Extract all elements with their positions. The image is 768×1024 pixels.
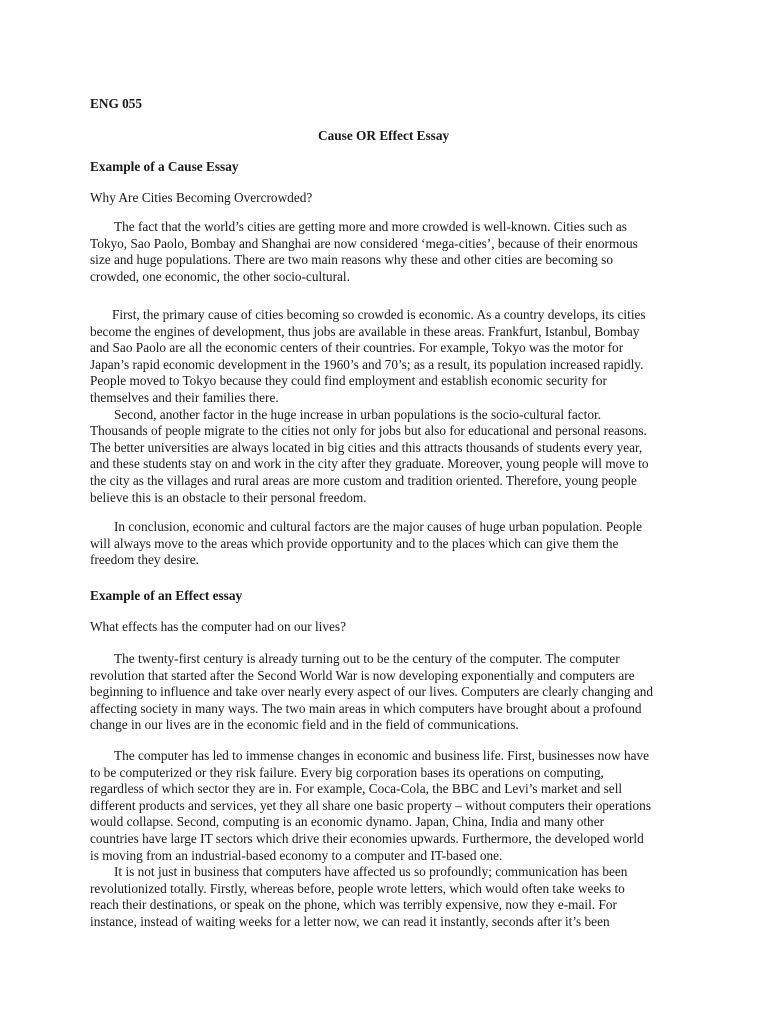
text-line: Tokyo, Sao Paolo, Bombay and Shanghai are now considered ‘mega-cities’, because of their enormous — [90, 235, 638, 251]
cause-section-heading: Example of a Cause Essay — [90, 159, 239, 174]
text-line: size and huge populations. There are two main reasons why these and other cities are becoming so — [90, 252, 613, 268]
text-line: themselves and their families there. — [90, 389, 279, 405]
effect-section-heading: Example of an Effect essay — [90, 588, 243, 603]
text-line: the city as the villages and rural areas are more custom and tradition oriented. Therefore, young people — [90, 472, 637, 488]
text-line: Japan’s rapid economic development in the 1960’s and 70’s; as a result, its population increased rapidly. — [90, 356, 644, 372]
cause-body-paragraphs — [90, 307, 690, 506]
text-line: become the engines of development, thus jobs are available in these areas. Frankfurt, Istanbul, Bombay — [90, 323, 640, 339]
cause-intro-paragraph — [90, 219, 690, 285]
text-line: regardless of which sector they are in. For example, Coca-Cola, the BBC and Levi’s market and sell — [90, 781, 623, 797]
text-line: to be computerized or they risk failure. Every big corporation bases its operations on computing, — [90, 764, 605, 780]
text-line: countries have large IT sectors which drive their economies upwards. Furthermore, the developed world — [90, 830, 644, 846]
text-line: freedom they desire. — [90, 552, 199, 568]
text-line: revolutionized totally. Firstly, whereas before, people wrote letters, which would often take weeks to — [90, 880, 625, 896]
text-line: is moving from an industrial-based economy to a computer and IT-based one. — [90, 847, 503, 863]
course-code: ENG 055 — [90, 96, 143, 111]
text-line: Second, another factor in the huge increase in urban populations is the socio-cultural factor. — [114, 406, 602, 422]
text-line: Thousands of people migrate to the cities not only for jobs but also for educational and personal reasons. — [90, 423, 647, 439]
text-line: instance, instead of waiting weeks for a letter now, we can read it instantly, seconds after it’s been — [90, 913, 610, 929]
text-line: The twenty-first century is already turning out to be the century of the computer. The computer — [114, 651, 620, 666]
text-line: First, the primary cause of cities becoming so crowded is economic. As a country develops, its cities — [112, 307, 646, 322]
text-line: believe this is an obstacle to their personal freedom. — [90, 489, 367, 505]
text-line: The computer has led to immense changes in economic and business life. First, businesses now have — [114, 748, 650, 763]
text-line: reach their destinations, or speak on the phone, which was terribly expensive, now they e-mail. For — [90, 897, 617, 913]
text-line: different products and services, yet they all share one basic property – without computers their operations — [90, 797, 652, 813]
text-line: People moved to Tokyo because they could find employment and establish economic security for — [90, 373, 607, 389]
cause-conclusion-paragraph — [90, 519, 690, 569]
text-line: It is not just in business that computers have affected us so profoundly; communication has been — [114, 864, 628, 880]
text-line: affecting society in many ways. The two main areas in which computers have brought about a profound — [90, 700, 642, 716]
text-line: and these students stay on and work in the city after they graduate. Moreover, young people will move to — [90, 456, 649, 472]
text-line: In conclusion, economic and cultural factors are the major causes of huge urban population. People — [114, 519, 643, 534]
text-line: The fact that the world’s cities are getting more and more crowded is well-known. Cities such as — [114, 219, 627, 234]
effect-intro-paragraph — [90, 651, 690, 734]
page-title: Cause OR Effect Essay — [318, 128, 450, 143]
text-line: revolution that started after the Second World War is now developing exponentially and computers are — [90, 667, 635, 683]
text-line: and Sao Paolo are all the economic centers of their countries. For example, Tokyo was the motor for — [90, 340, 624, 356]
effect-essay-question: What effects has the computer had on our lives? — [90, 619, 346, 634]
text-line: change in our lives are in the economic field and in the field of communications. — [90, 717, 519, 733]
effect-body-paragraphs — [90, 748, 690, 931]
text-line: The better universities are always located in big cities and this attracts thousands of students every year, — [90, 439, 643, 455]
text-line: will always move to the areas which provide opportunity and to the places which can give them the — [90, 535, 619, 551]
text-line: would collapse. Second, computing is an economic dynamo. Japan, China, India and many other — [90, 814, 605, 830]
text-line: crowded, one economic, the other socio-cultural. — [90, 268, 350, 284]
cause-essay-question: Why Are Cities Becoming Overcrowded? — [90, 190, 313, 205]
text-line: beginning to influence and take over nearly every aspect of our lives. Computers are clearly changing and — [90, 684, 654, 700]
